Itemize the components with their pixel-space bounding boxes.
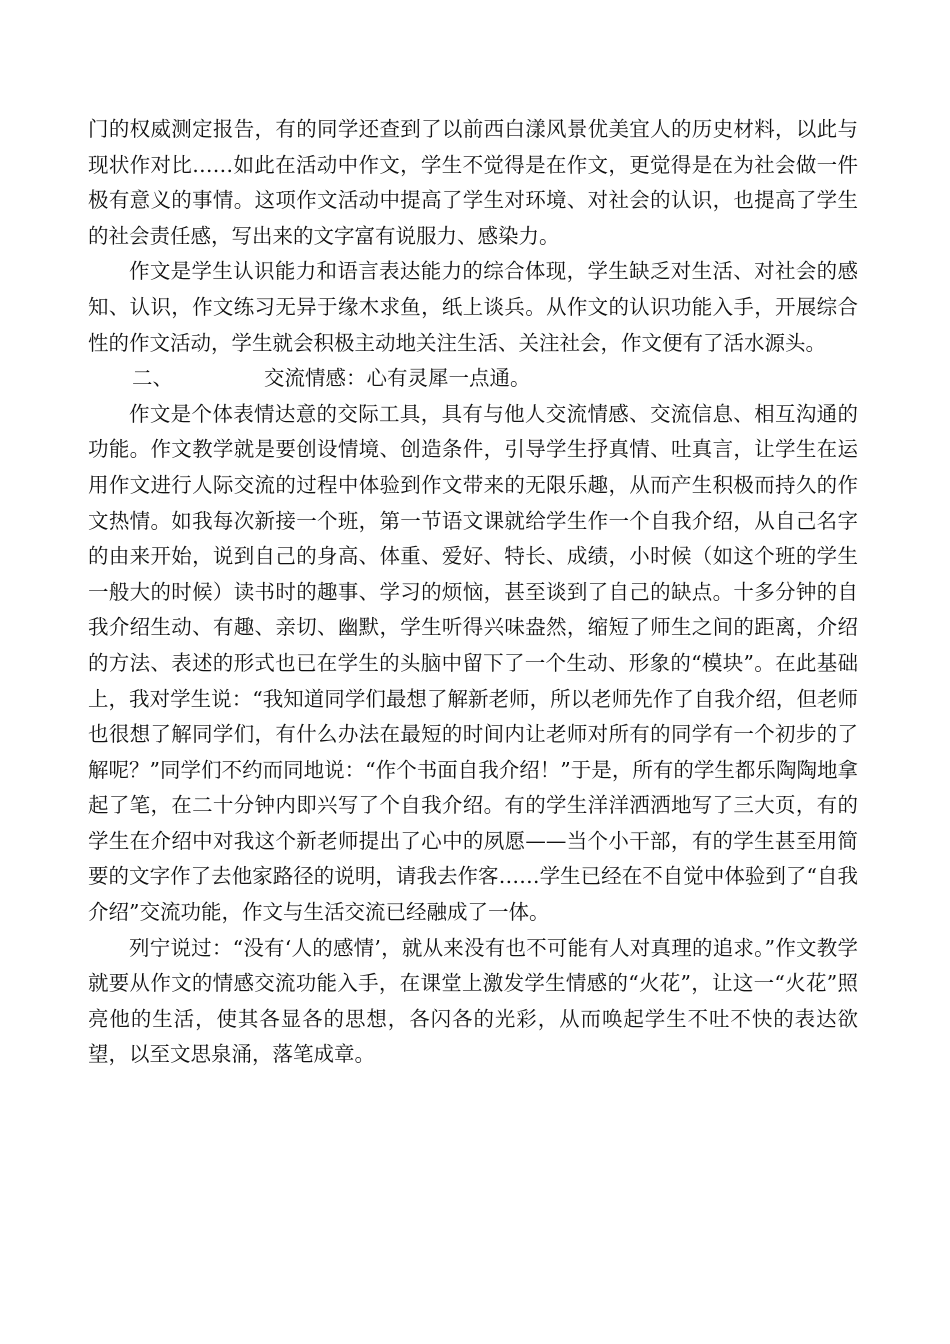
paragraph-communication: 作文是个体表情达意的交际工具，具有与他人交流情感、交流信息、相互沟通的功能。作文教学就是要创设情境、创造条件，引导学生抒真情、吐真言，让学生在运用作文进行人际交流的过程中体验到作文带来的无限乐趣，从而产生积极而持久的作文热情。如我每次新接一个班，第一节语文课就给学生作一个自我介绍，从自己名字的由来开始，说到自己的身高、体重、爱好、特长、成绩，小时候（如这个班的学生一般大的时候）读书时的趣事、学习的烦恼，甚至谈到了自己的缺点。十多分钟的自我介绍生动、有趣、亲切、幽默，学生听得兴味盎然，缩短了师生之间的距离，介绍的方法、表述的形式也已在学生的头脑中留下了一个生动、形象的“模块”。在此基础上，我对学生说：“我知道同学们最想了解新老师，所以老师先作了自我介绍，但老师也很想了解同学们，有什么办法在最短的时间内让老师对所有的同学有一个初步的了解呢？”同学们不约而同地说：“作个书面自我介绍！”于是，所有的学生都乐陶陶地拿起了笔，在二十分钟内即兴写了个自我介绍。有的学生洋洋洒洒地写了三大页，有的学生在介绍中对我这个新老师提出了心中的夙愿——当个小干部，有的学生甚至用简要的文字作了去他家路径的说明，请我去作客……学生已经在不自觉中体验到了“自我介绍”交流功能，作文与生活交流已经融成了一体。 (88, 401, 858, 925)
paragraph-continued: 门的权威测定报告，有的同学还查到了以前西白漾风景优美宜人的历史材料，以此与现状作对比……如此在活动中作文，学生不觉得是在作文，更觉得是在为社会做一件极有意义的事情。这项作文活动中提高了学生对环境、对社会的认识，也提高了学生的社会责任感，写出来的文字富有说服力、感染力。 (88, 117, 858, 248)
document-page (88, 112, 858, 1073)
paragraph-lenin-quote: 列宁说过：“没有‘人的感情’，就从来没有也不可能有人对真理的追求。”作文教学就要从作文的情感交流功能入手，在课堂上激发学生情感的“火花”，让这一“火花”照亮他的生活，使其各显各的思想，各闪各的光彩，从而唤起学生不吐不快的表达欲望，以至文思泉涌，落笔成章。 (88, 935, 858, 1067)
paragraph-cognition: 作文是学生认识能力和语言表达能力的综合体现，学生缺乏对生活、对社会的感知、认识，作文练习无异于缘木求鱼，纸上谈兵。从作文的认识功能入手，开展综合性的作文活动，学生就会积极主动地关注生活、关注社会，作文便有了活水源头。 (88, 259, 858, 355)
section-title: 交流情感：心有灵犀一点通。 (264, 366, 531, 391)
section-number: 二、 (132, 366, 173, 391)
section-heading-two (88, 361, 858, 397)
